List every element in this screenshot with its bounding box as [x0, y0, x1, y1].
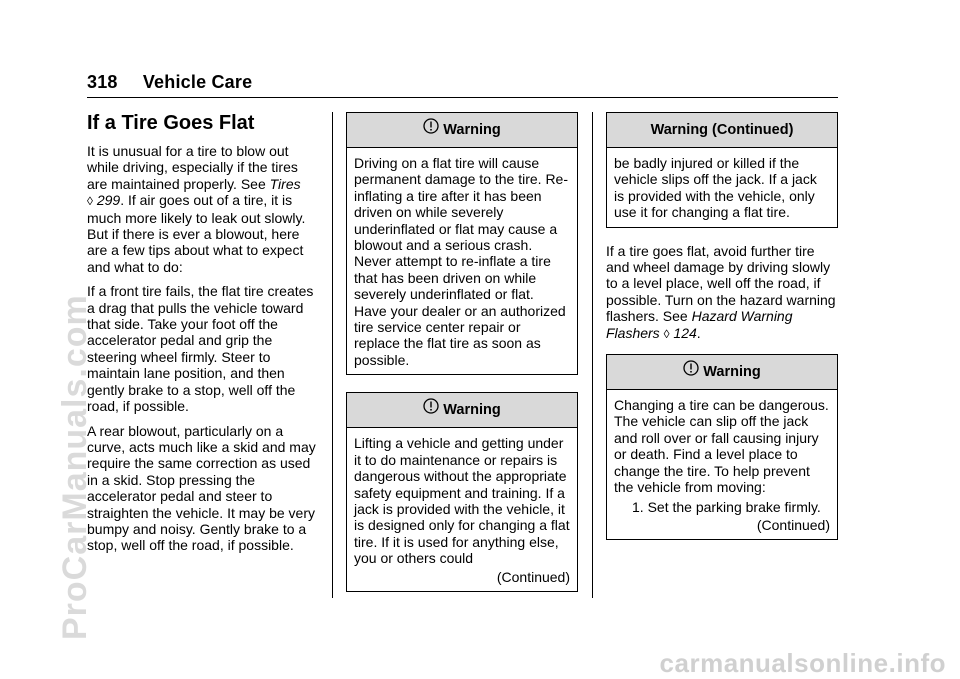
warning-title: Warning: [443, 122, 501, 138]
continued-label: (Continued): [756, 516, 830, 533]
warning-box: [346, 112, 578, 375]
page-ref[interactable]: 299: [96, 192, 121, 209]
page-number: 318: [87, 72, 118, 92]
instruction-step: 1. Set the parking brake firmly.: [632, 498, 821, 515]
column-divider: [592, 112, 593, 598]
column-left: [87, 112, 319, 562]
warning-icon: [423, 118, 439, 139]
page-ref-icon: ◊: [87, 194, 93, 209]
side-watermark: ProCarManuals.com: [56, 294, 94, 640]
page-ref[interactable]: 124: [673, 324, 697, 341]
page-ref-icon: ◊: [663, 326, 670, 341]
warning-title: Warning: [443, 402, 501, 419]
warning-box: [346, 392, 578, 591]
page-header: [87, 72, 252, 93]
warning-body: Lifting a vehicle and getting under it to do maintenance or repairs is dangerous without the appropriate safety equipment and training. If a jack is provided with the vehicle, it is designed only for changing a flat tire. If it is used for anything else, you or others could (Continued): [354, 435, 570, 585]
section-title: Vehicle Care: [142, 72, 253, 92]
warning-body: Changing a tire can be dangerous. The vehicle can slip off the jack and roll over or fall causing injury or death. Find a level place to change the tire. To help prevent the vehicle from moving: 1. Set the parking brake firmly. (Continued): [614, 397, 830, 533]
cross-reference-link[interactable]: Hazard Warning Flashers: [606, 308, 793, 341]
warning-icon: [423, 398, 439, 419]
warning-box: [606, 354, 838, 540]
continued-label: (Continued): [496, 568, 570, 585]
column-divider: [332, 112, 333, 598]
paragraph: If a front tire fails, the flat tire creates a drag that pulls the vehicle toward that side. Take your foot off the accelerator pedal and grip the steering wheel firmly. Steer to maintain lane position, and then gently brake to a stop, well off the road, if possible.: [87, 283, 314, 415]
warning-icon: [683, 360, 699, 381]
column-middle: [346, 112, 578, 592]
warning-body: Driving on a flat tire will cause permanent damage to the tire. Re-inflating a tire after it has been driven on while severely underinflated or flat may cause a blowout and a serious crash. Never attempt to re-inflate a tire that has been driven on while severely underinflated or flat. Have your dealer or an authorized tire service center repair or replace the flat tire as soon as possible.: [354, 155, 569, 368]
column-right: [606, 112, 838, 540]
cross-reference-link[interactable]: Tires: [269, 175, 301, 192]
warning-header: [347, 113, 577, 148]
warning-header: [607, 355, 837, 390]
warning-header: [607, 113, 837, 148]
header-rule: [87, 97, 838, 98]
warning-title: Warning: [703, 364, 761, 381]
footer-watermark: carmanualsonline.info: [659, 648, 946, 678]
warning-header: [347, 393, 577, 428]
paragraph: It is unusual for a tire to blow out while driving, especially if the tires are maintained properly. See Tires ◊ 299. If air goes out of a tire, it is much more likely to leak out slowly. But if there is ever a blowout, here are a few tips about what to expect and what to do:: [87, 143, 306, 275]
warning-box: [606, 112, 838, 228]
paragraph: If a tire goes flat, avoid further tire and wheel damage by driving slowly to a level place, well off the road, if possible. Turn on the hazard warning flashers. See Hazard Warning Flashers ◊ 124.: [606, 242, 836, 341]
section-heading: If a Tire Goes Flat: [87, 112, 255, 134]
warning-body: be badly injured or killed if the vehicle slips off the jack. If a jack is provided with the vehicle, only use it for changing a flat tire.: [614, 155, 817, 221]
warning-title: Warning (Continued): [650, 122, 794, 138]
paragraph: A rear blowout, particularly on a curve, acts much like a skid and may require the same correction as used in a skid. Stop pressing the accelerator pedal and steer to straighten the vehicle. It may be very bumpy and noisy. Gently brake to a stop, well off the road, if possible.: [87, 422, 316, 554]
